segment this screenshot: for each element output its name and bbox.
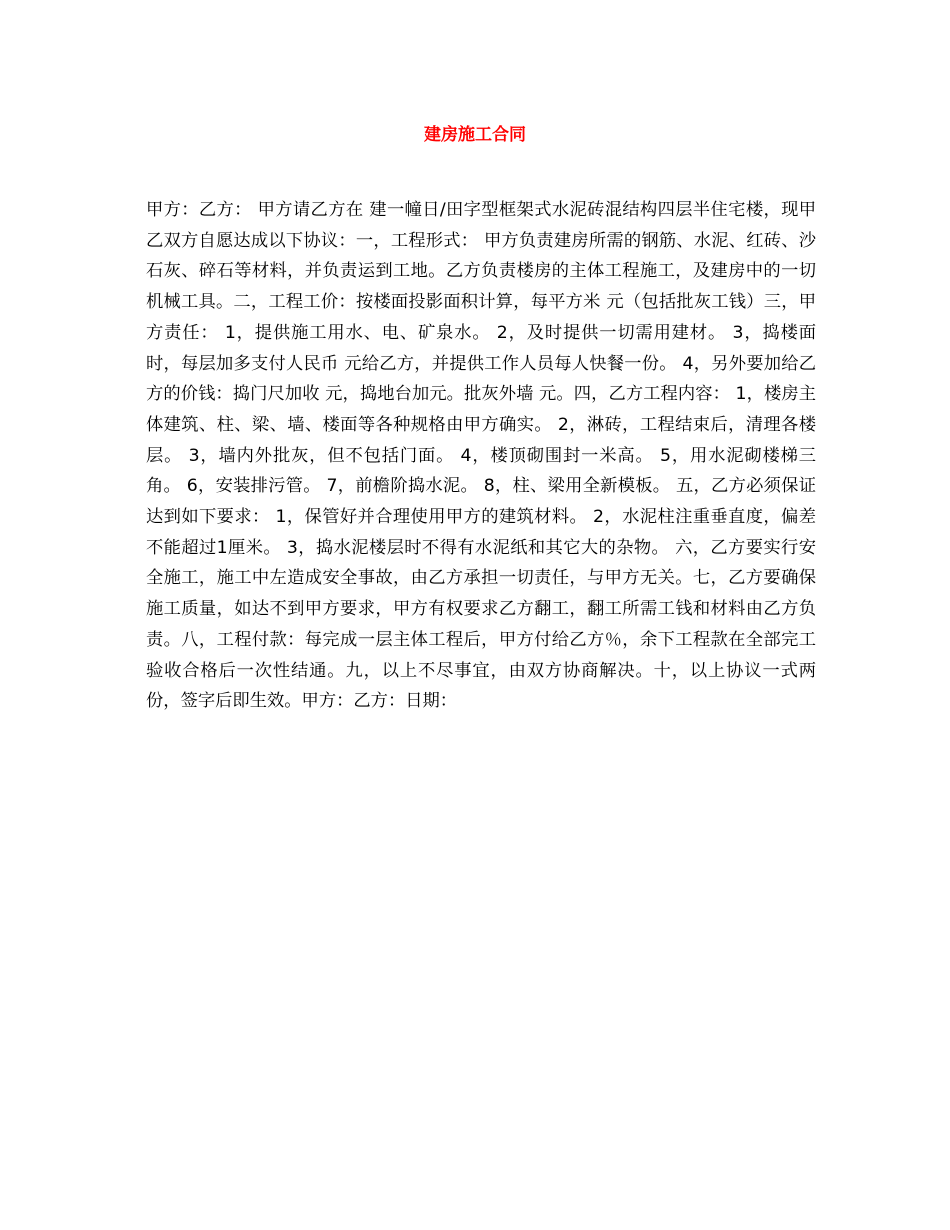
document-title: 建房施工合同 xyxy=(424,125,526,145)
contract-body-text: 甲方：乙方： 甲方请乙方在 建一幢日/田字型框架式水泥砖混结构四层半住宅楼，现甲乙双方自愿达成以下协议：一，工程形式： 甲方负责建房所需的钢筋、水泥、红砖、沙石灰、碎石等材料，并负责运到工地。乙方负责楼房的主体工程施工，及建房中的一切机械工具。二，工程工价：按楼面投影面积计算，每平方米 元（包括批灰工钱）三，甲方责任： 1，提供施工用水、电、矿泉水。 2，及时提供一切需用建材。 3，捣楼面时，每层加多支付人民币 元给乙方，并提供工作人员每人快餐一份。 4，另外要加给乙方的价钱：捣门尺加收 元，捣地台加元。批灰外墙 元。四，乙方工程内容： 1，楼房主体建筑、柱、梁、墙、楼面等各种规格由甲方确实。 2，淋砖，工程结束后，清理各楼层。 3，墙内外批灰，但不包括门面。 4，楼顶砌围封一米高。 5，用水泥砌楼梯三角。 6，安装排污管。 7，前檐阶捣水泥。 8，柱、梁用全新模板。 五，乙方必须保证达到如下要求： 1，保管好并合理使用甲方的建筑材料。 2，水泥柱注重垂直度，偏差不能超过1厘米。 3，捣水泥楼层时不得有水泥纸和其它大的杂物。 六，乙方要实行安全施工，施工中左造成安全事故，由乙方承担一切责任，与甲方无关。七，乙方要确保施工质量，如达不到甲方要求，甲方有权要求乙方翻工，翻工所需工钱和材料由乙方负责。八，工程付款：每完成一层主体工程后，甲方付给乙方％，余下工程款在全部完工验收合格后一次性结通。九，以上不尽事宜，由双方协商解决。十，以上协议一式两份，签字后即生效。甲方：乙方：日期： xyxy=(146,200,816,712)
